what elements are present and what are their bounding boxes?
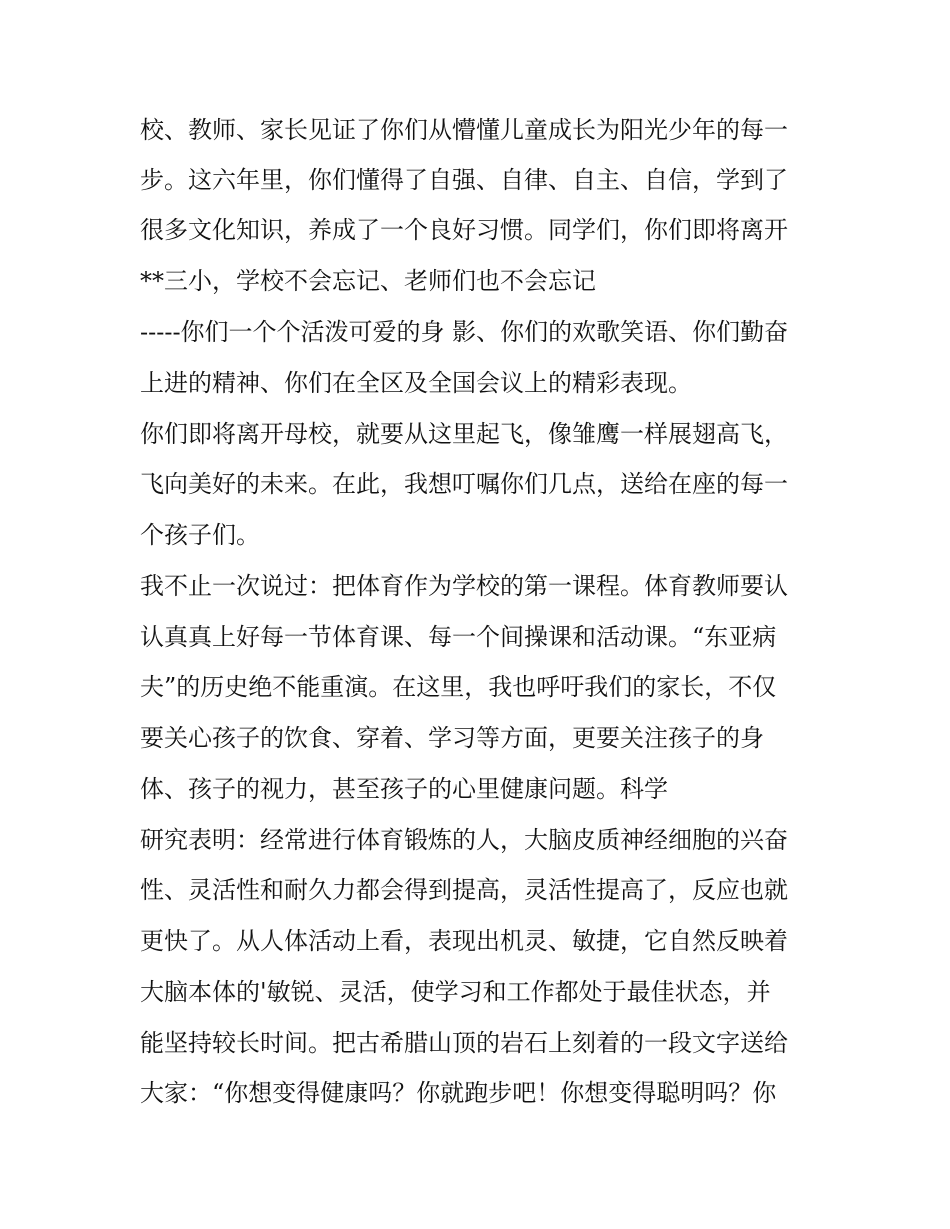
text-line: 很多文化知识，养成了一个良好习惯。同学们，你们即将离开 <box>140 216 788 244</box>
text-line: 步。这六年里，你们懂得了自强、自律、自主、自信，学到了 <box>140 166 788 194</box>
text-line: 大家：“你想变得健康吗？你就跑步吧！你想变得聪明吗？你 <box>140 1079 777 1107</box>
text-line: 性、灵活性和耐久力都会得到提高，灵活性提高了，反应也就 <box>140 876 788 904</box>
text-line: 认真真上好每一节体育课、每一个间操课和活动课。“东亚病 <box>140 623 777 651</box>
text-line: 体、孩子的视力，甚至孩子的心里健康问题。科学 <box>140 775 668 803</box>
text-line: -----你们一个个活泼可爱的身 影、你们的欢歌笑语、你们勤奋 <box>140 318 789 346</box>
text-line: 要关心孩子的饮食、穿着、学习等方面，更要关注孩子的身 <box>140 724 764 752</box>
text-line: 能坚持较长时间。把古希腊山顶的岩石上刻着的一段文字送给 <box>140 1029 788 1057</box>
text-line: 大脑本体的'敏锐、灵活，使学习和工作都处于最佳状态，并 <box>140 978 771 1006</box>
text-line: 研究表明：经常进行体育锻炼的人，大脑皮质神经细胞的兴奋 <box>140 826 788 854</box>
text-line: 我不止一次说过：把体育作为学校的第一课程。体育教师要认 <box>140 572 788 600</box>
text-line: 校、教师、家长见证了你们从懵懂儿童成长为阳光少年的每一 <box>140 116 788 144</box>
text-line: 飞向美好的未来。在此，我想叮嘱你们几点，送给在座的每一 <box>140 470 788 498</box>
text-line: 上进的精神、你们在全区及全国会议上的精彩表现。 <box>140 369 692 397</box>
text-line: 个孩子们。 <box>140 521 260 549</box>
text-line: **三小，学校不会忘记、老师们也不会忘记 <box>140 267 596 295</box>
text-line: 更快了。从人体活动上看，表现出机灵、敏捷，它自然反映着 <box>140 927 788 955</box>
text-line: 夫”的历史绝不能重演。在这里，我也呼吁我们的家长，不仅 <box>140 673 777 701</box>
text-line: 你们即将离开母校，就要从这里起飞，像雏鹰一样展翅高飞， <box>140 420 788 448</box>
